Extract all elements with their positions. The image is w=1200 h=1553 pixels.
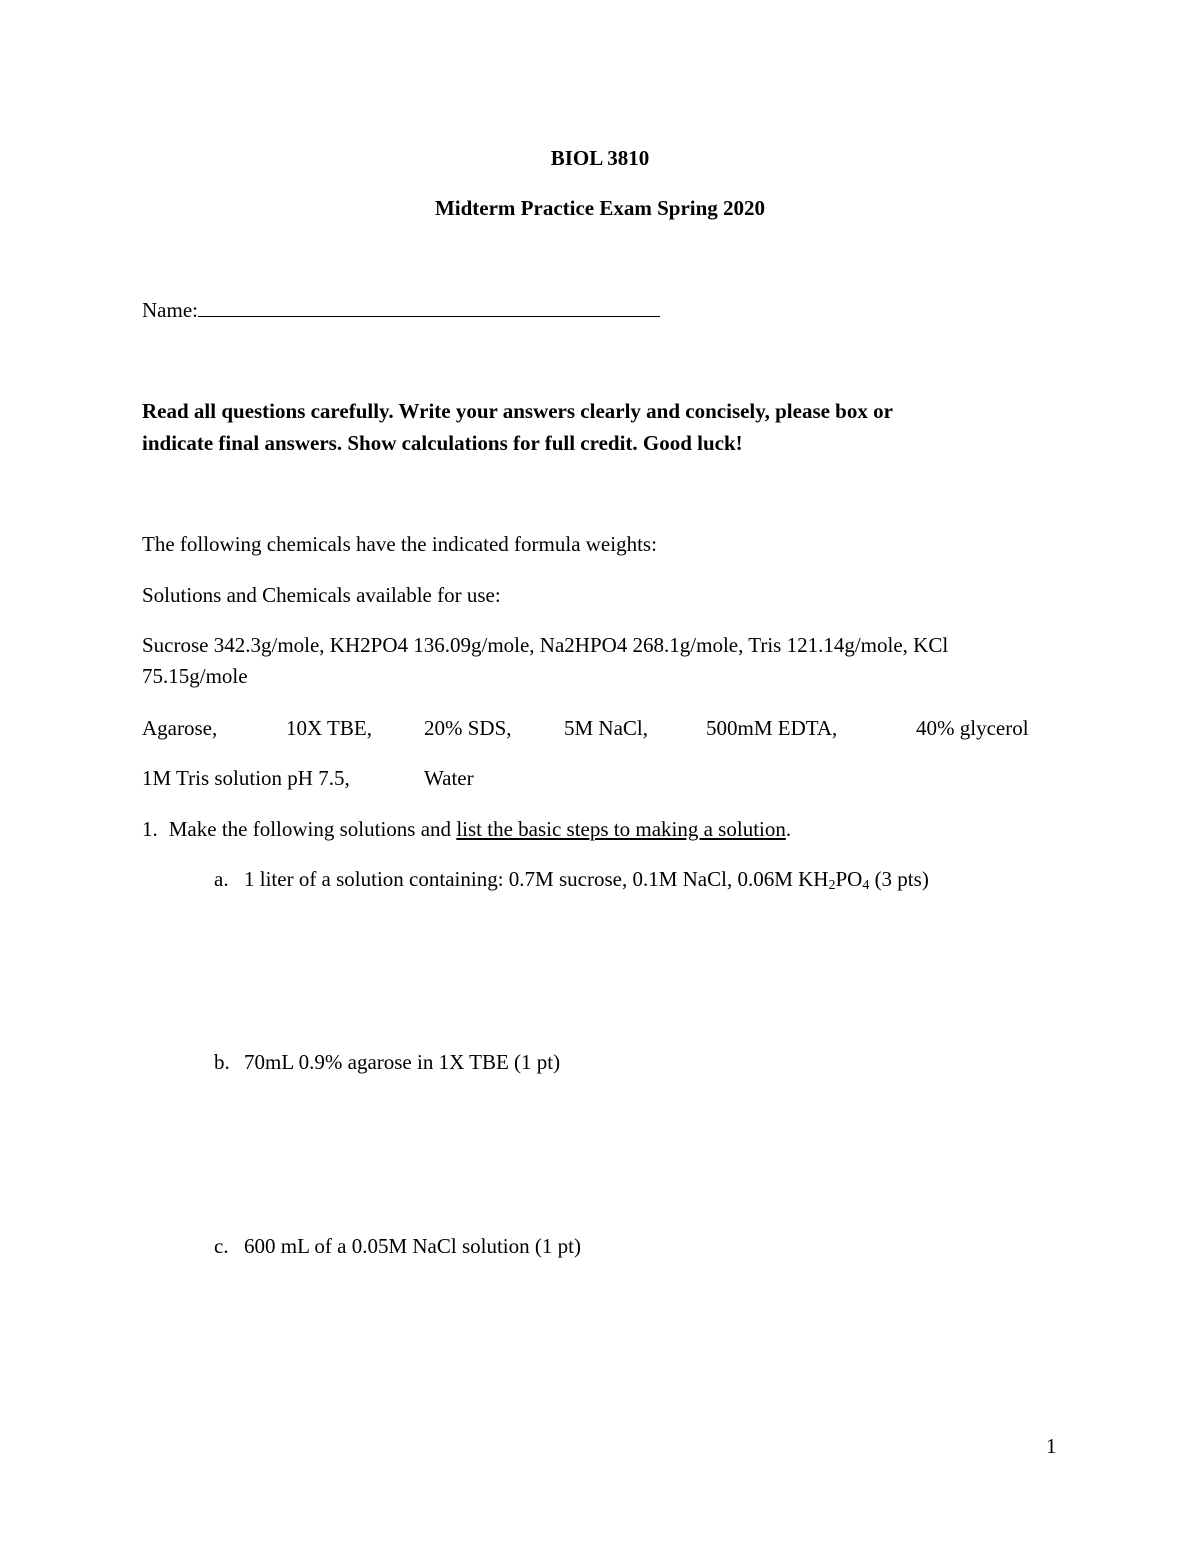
solution-item: Agarose, [142, 716, 218, 740]
solution-item: 10X TBE, [286, 716, 372, 740]
instructions-line-2: indicate final answers. Show calculations for full credit. Good luck! [142, 431, 743, 455]
name-blank-line [198, 297, 660, 317]
solution-item: 20% SDS, [424, 716, 512, 740]
prompt-text: Make the following solutions and [168, 817, 457, 841]
part-letter: b. [214, 1050, 230, 1074]
instructions-line-1: Read all questions carefully. Write your answers clearly and concisely, please box or [142, 399, 893, 423]
part-text: 600 mL of a 0.05M NaCl solution (1 pt) [244, 1234, 581, 1258]
part-text: 70mL 0.9% agarose in 1X TBE (1 pt) [244, 1050, 561, 1074]
solution-item: 40% glycerol [916, 716, 1029, 740]
page-number: 1 [1046, 1434, 1057, 1458]
exam-title: Midterm Practice Exam Spring 2020 [434, 196, 766, 220]
chemicals-available: Solutions and Chemicals available for use: [142, 583, 501, 607]
solution-item: Water [424, 766, 474, 790]
solution-item: 5M NaCl, [564, 716, 648, 740]
chemicals-intro: The following chemicals have the indicated formula weights: [142, 532, 657, 556]
prompt-underlined: list the basic steps to making a solution [456, 817, 786, 841]
name-label: Name: [142, 298, 198, 322]
solution-item: 1M Tris solution pH 7.5, [142, 766, 350, 790]
question-number: 1. [142, 817, 158, 841]
prompt-end: . [785, 817, 792, 841]
course-title: BIOL 3810 [550, 146, 650, 170]
part-letter: c. [214, 1234, 229, 1258]
formula-weights-line-1: Sucrose 342.3g/mole, KH2PO4 136.09g/mole, Na2HPO4 268.1g/mole, Tris 121.14g/mole, KCl [142, 633, 949, 657]
solution-item: 500mM EDTA, [706, 716, 838, 740]
name-field [142, 297, 660, 322]
part-letter: a. [214, 867, 229, 891]
part-text: 1 liter of a solution containing: 0.7M sucrose, 0.1M NaCl, 0.06M $KH_2PO_4$ (3 pts) [244, 867, 929, 893]
formula-weights-line-2: 75.15g/mole [142, 664, 248, 688]
question-1-prompt [142, 817, 791, 841]
